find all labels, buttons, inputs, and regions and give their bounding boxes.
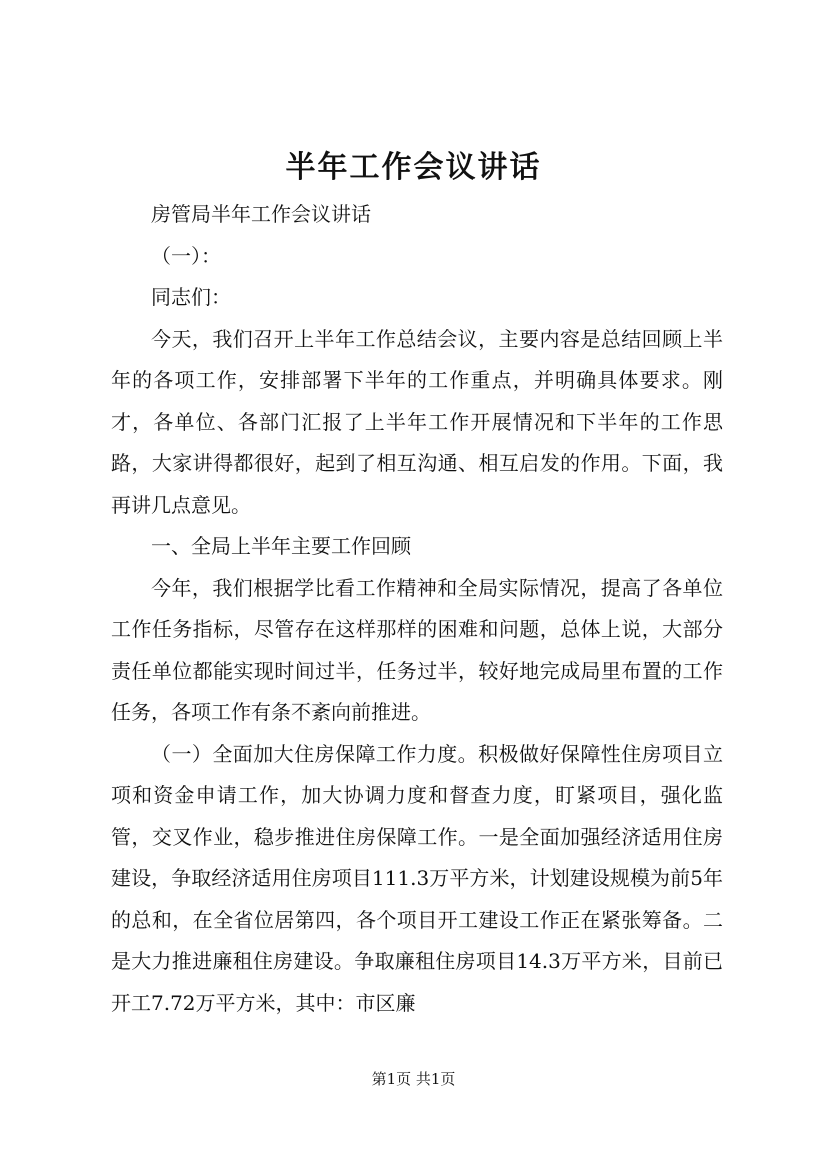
paragraph-intro: 今天，我们召开上半年工作总结会议，主要内容是总结回顾上半年的各项工作，安排部署下半年的工作重点，并明确具体要求。刚才，各单位、各部门汇报了上半年工作开展情况和下半年的工作思路，大家讲得都很好，起到了相互沟通、相互启发的作用。下面，我再讲几点意见。 — [111, 326, 723, 517]
paragraph-review: 今年，我们根据学比看工作精神和全局实际情况，提高了各单位工作任务指标，尽管存在这样那样的困难和问题，总体上说，大部分责任单位都能实现时间过半，任务过半，较好地完成局里布置的工作任务，各项工作有条不紊向前推进。 — [111, 575, 723, 724]
document-title: 半年工作会议讲话 — [285, 150, 542, 185]
paragraph-section-marker: （一）： — [151, 243, 221, 268]
paragraph-heading-review: 一、全局上半年主要工作回顾 — [151, 534, 411, 558]
paragraph-housing-security: （一）全面加大住房保障工作力度。积极做好保障性住房项目立项和资金申请工作，加大协调力度和督查力度，盯紧项目，强化监管，交叉作业，稳步推进住房保障工作。一是全面加强经济适用住房建设，争取经济适用住房项目111.3万平方米，计划建设规模为前5年的总和，在全省位居第四，各个项目开工建设工作正在紧张筹备。二是大力推进廉租住房建设。争取廉租住房项目14.3万平方米，目前已开工7.72万平方米，其中：市区廉 — [111, 741, 723, 1015]
document-body — [111, 194, 723, 1024]
paragraph-subtitle: 房管局半年工作会议讲话 — [151, 202, 371, 226]
paragraph-salutation: 同志们： — [151, 285, 231, 309]
page-footer: 第1页 共1页 — [371, 1070, 456, 1088]
